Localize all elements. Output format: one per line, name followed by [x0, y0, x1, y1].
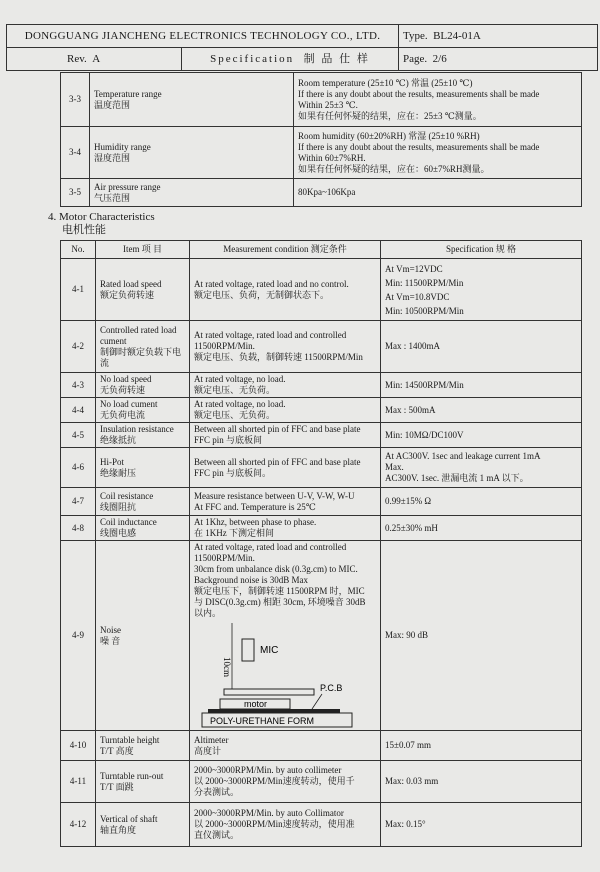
rev-value: A	[92, 52, 101, 65]
row-spec: 0.25±30% mH	[381, 516, 582, 541]
row-spec: Min: 10MΩ/DC100V	[381, 423, 582, 448]
row-item: Turntable run-out T/T 面跳	[96, 761, 190, 803]
row-item: No load speed 无负荷转速	[96, 373, 190, 398]
row-item: Turntable height T/T 高度	[96, 731, 190, 761]
row-no: 4-4	[61, 398, 96, 423]
row-no: 4-8	[61, 516, 96, 541]
disk-shape	[224, 689, 314, 695]
row-item: Coil resistance 线圈阻抗	[96, 488, 190, 516]
env-row-no: 3-3	[61, 73, 90, 127]
environment-table	[60, 72, 582, 207]
row-condition: Measure resistance between U-V, V-W, W-U At FFC and. Temperature is 25℃	[190, 488, 381, 516]
type-label: Type. BL24-01A	[399, 25, 598, 48]
noise-setup-svg	[194, 619, 374, 729]
rev-label: Rev. A	[7, 48, 182, 71]
env-item: Humidity range 湿度范围	[90, 127, 294, 179]
row-spec: Max: 90 dB	[381, 541, 582, 731]
row-item: No load cument 无负荷电流	[96, 398, 190, 423]
env-item: Air pressure range 气压范围	[90, 179, 294, 207]
row-spec: Max: 0.15°	[381, 803, 582, 847]
row-condition: At 1Khz, between phase to phase. 在 1KHz 下测定相间	[190, 516, 381, 541]
spec-title-cn: 制 品 仕 样	[303, 52, 370, 65]
row-spec: At AC300V. 1sec and leakage current 1mA Max. AC300V. 1sec. 泄漏电流 1 mA 以下。	[381, 448, 582, 488]
row-no: 4-5	[61, 423, 96, 448]
type-value: BL24-01A	[433, 29, 481, 42]
section-heading: 4. Motor Characteristics 电机性能	[48, 211, 155, 236]
row-spec: Max: 0.03 mm	[381, 761, 582, 803]
row-condition: At rated voltage, no load. 额定电压、无负荷。	[190, 373, 381, 398]
row-no: 4-12	[61, 803, 96, 847]
row-no: 4-6	[61, 448, 96, 488]
row-no: 4-9	[61, 541, 96, 731]
page-number: Page. 2/6	[399, 48, 598, 71]
spec-title: Specification 制 品 仕 样	[182, 48, 399, 71]
row-condition: 2000~3000RPM/Min. by auto Collimator 以 2000~3000RPM/Min速度转动，使用准 直仪测试。	[190, 803, 381, 847]
noise-test-diagram	[194, 619, 374, 729]
motor-table	[60, 240, 582, 847]
row-item: Controlled rated load cument 制御时额定负载下电流	[96, 321, 190, 373]
col-no: No.	[61, 241, 96, 259]
row-spec: 0.99±15% Ω	[381, 488, 582, 516]
row-item: Vertical of shaft 轴直角度	[96, 803, 190, 847]
row-condition: At rated voltage, rated load and controlled 11500RPM/Min. 额定电压、负载，制御转速 11500RPM/Min	[190, 321, 381, 373]
env-row-no: 3-5	[61, 179, 90, 207]
row-spec: At Vm=12VDC Min: 11500RPM/Min At Vm=10.8VDC Min: 10500RPM/Min	[381, 259, 582, 321]
row-condition: At rated voltage, rated load and controlled 11500RPM/Min. 30cm from unbalance disk (0.3g.cm) to MIC. Background noise is 30dB Max 额定电压下，制御转速 11500RPM 时，MIC 与 DISC(0.3g.cm) 相距 30cm, 环境噪音 30dB 以内。 MIC 10cm motor P.C.B POLY-URETHANE FORM	[190, 541, 381, 731]
pcb-label: P.C.B	[320, 683, 343, 693]
row-item: Noise 噪 音	[96, 541, 190, 731]
company-name: DONGGUANG JIANCHENG ELECTRONICS TECHNOLOGY CO., LTD.	[7, 25, 399, 48]
row-item: Rated load speed 额定负荷转速	[96, 259, 190, 321]
row-spec: Max : 1400mA	[381, 321, 582, 373]
row-condition: At rated voltage, rated load and no control. 额定电压、负荷，无制御状态下。	[190, 259, 381, 321]
env-spec: 80Kpa~106Kpa	[294, 179, 582, 207]
row-spec: 15±0.07 mm	[381, 731, 582, 761]
mic-label: MIC	[260, 645, 279, 656]
row-no: 4-1	[61, 259, 96, 321]
distance-label: 10cm	[222, 657, 232, 677]
row-item: Hi-Pot 绝缘耐压	[96, 448, 190, 488]
env-spec: Room humidity (60±20%RH) 常湿 (25±10 %RH) If there is any doubt about the results, measurements shall be made Within 60±7%RH. 如果有任何怀疑的结果，应在：60±7%RH测量。	[294, 127, 582, 179]
row-condition: Altimeter 高度计	[190, 731, 381, 761]
row-no: 4-11	[61, 761, 96, 803]
row-condition: 2000~3000RPM/Min. by auto collimeter 以 2000~3000RPM/Min速度转动，使用千 分表测试。	[190, 761, 381, 803]
env-row-no: 3-4	[61, 127, 90, 179]
header-table	[6, 24, 598, 71]
row-no: 4-2	[61, 321, 96, 373]
foam-label: POLY-URETHANE FORM	[210, 716, 315, 726]
row-item: Coil inductance 线圈电感	[96, 516, 190, 541]
motor-label: motor	[244, 699, 268, 709]
env-spec: Room temperature (25±10 ℃) 常温 (25±10 ℃) If there is any doubt about the results, measurements shall be made Within 25±3 ℃. 如果有任何怀疑的结果，应在：25±3 ℃测量。	[294, 73, 582, 127]
row-no: 4-3	[61, 373, 96, 398]
mic-shape	[242, 639, 254, 661]
row-item: Insulation resistance 绝缘抵抗	[96, 423, 190, 448]
env-item: Temperature range 温度范围	[90, 73, 294, 127]
row-spec: Min: 14500RPM/Min	[381, 373, 582, 398]
row-no: 4-10	[61, 731, 96, 761]
row-condition: At rated voltage, no load. 额定电压、无负荷。	[190, 398, 381, 423]
row-spec: Max : 500mA	[381, 398, 582, 423]
row-condition: Between all shorted pin of FFC and base plate FFC pin 与底板间。	[190, 448, 381, 488]
row-condition: Between all shorted pin of FFC and base plate FFC pin 与底板间	[190, 423, 381, 448]
col-spec: Specification 规 格	[381, 241, 582, 259]
col-measurement: Measurement condition 测定条件	[190, 241, 381, 259]
pcb-shape	[208, 709, 340, 713]
col-item: Item 项 目	[96, 241, 190, 259]
row-no: 4-7	[61, 488, 96, 516]
